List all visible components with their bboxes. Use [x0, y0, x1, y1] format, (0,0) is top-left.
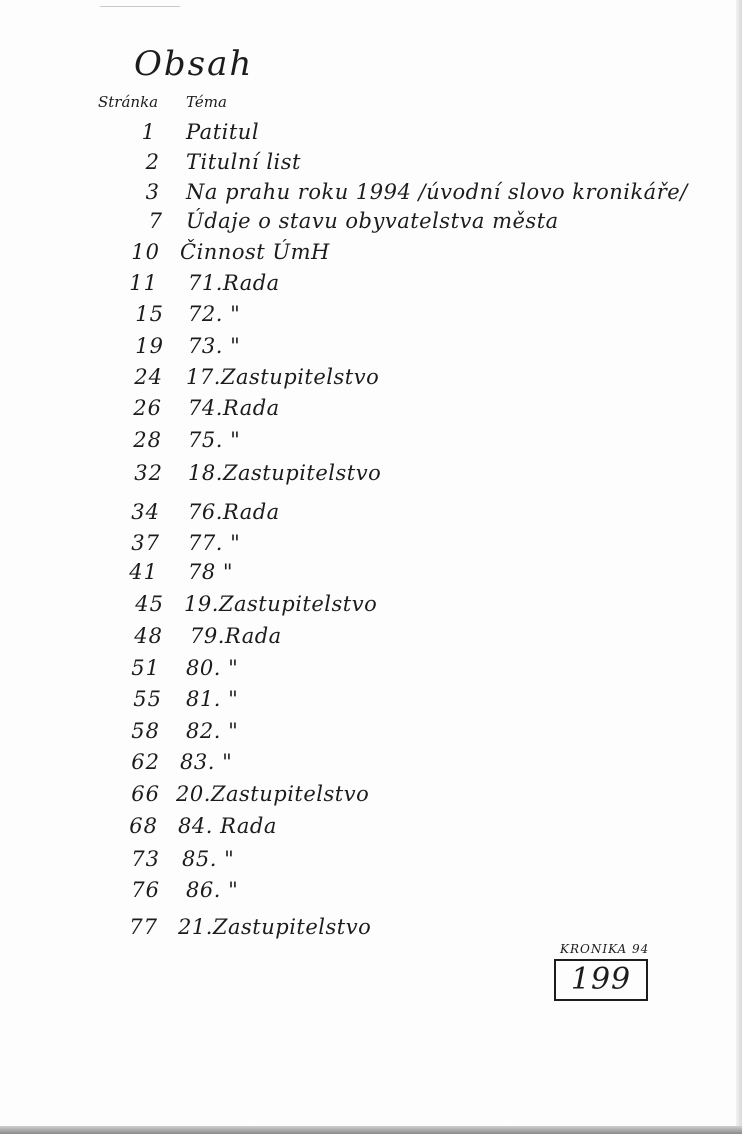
toc-page-number: 37 [131, 531, 160, 555]
page-bottom-edge [0, 1126, 742, 1134]
column-header-topic: Téma [186, 93, 227, 111]
toc-page-number: 7 [148, 209, 163, 233]
chronicle-label: KRONIKA 94 [560, 942, 650, 956]
toc-topic: 75. " [188, 428, 241, 452]
toc-page-number: 76 [131, 878, 160, 902]
toc-page-number: 3 [145, 180, 160, 204]
toc-page-number: 11 [129, 271, 158, 295]
toc-topic: 81. " [186, 687, 239, 711]
toc-page-number: 58 [131, 719, 160, 743]
page-number-box: 199 [554, 959, 648, 1001]
toc-page-number: 32 [134, 461, 163, 485]
toc-topic: Patitul [186, 120, 260, 144]
toc-topic: Činnost ÚmH [180, 240, 330, 264]
toc-page-number: 51 [131, 656, 160, 680]
toc-page-number: 48 [134, 624, 163, 648]
toc-page-number: 10 [131, 240, 160, 264]
toc-topic: 17.Zastupitelstvo [186, 365, 380, 389]
toc-page-number: 45 [135, 592, 164, 616]
column-header-page: Stránka [98, 93, 159, 111]
toc-topic: 77. " [188, 531, 241, 555]
toc-topic: 18.Zastupitelstvo [188, 461, 382, 485]
top-rule [100, 6, 180, 7]
toc-topic: 72. " [188, 302, 241, 326]
toc-topic: 85. " [182, 847, 235, 871]
toc-topic: 82. " [186, 719, 239, 743]
toc-page-number: 73 [131, 847, 160, 871]
toc-page-number: 15 [135, 302, 164, 326]
toc-page-number: 41 [129, 560, 158, 584]
toc-page-number: 68 [129, 814, 158, 838]
toc-topic: 79.Rada [190, 624, 282, 648]
toc-topic: 73. " [188, 334, 241, 358]
toc-page-number: 77 [129, 915, 158, 939]
toc-page-number: 24 [134, 365, 163, 389]
toc-page-number: 1 [141, 120, 156, 144]
toc-topic: 20.Zastupitelstvo [176, 782, 370, 806]
toc-topic: 80. " [186, 656, 239, 680]
toc-topic: Údaje o stavu obyvatelstva města [186, 209, 559, 233]
toc-page-number: 62 [131, 750, 160, 774]
toc-page-number: 2 [145, 150, 160, 174]
page-title: Obsah [134, 44, 254, 84]
toc-topic: 83. " [180, 750, 233, 774]
toc-page-number: 34 [131, 500, 160, 524]
toc-topic: Titulní list [186, 150, 301, 174]
toc-topic: 76.Rada [188, 500, 280, 524]
toc-topic: 84. Rada [178, 814, 277, 838]
toc-topic: 78 " [188, 560, 234, 584]
toc-page-number: 26 [133, 396, 162, 420]
toc-topic: 19.Zastupitelstvo [184, 592, 378, 616]
page-right-edge [736, 0, 742, 1134]
toc-page-number: 66 [131, 782, 160, 806]
toc-topic: 86. " [186, 878, 239, 902]
toc-page-number: 28 [133, 428, 162, 452]
toc-page-number: 55 [133, 687, 162, 711]
toc-topic: 74.Rada [188, 396, 280, 420]
toc-topic: 71.Rada [188, 271, 280, 295]
toc-page-number: 19 [135, 334, 164, 358]
toc-topic: 21.Zastupitelstvo [178, 915, 372, 939]
toc-topic: Na prahu roku 1994 /úvodní slovo kronikáře/ [186, 180, 688, 204]
